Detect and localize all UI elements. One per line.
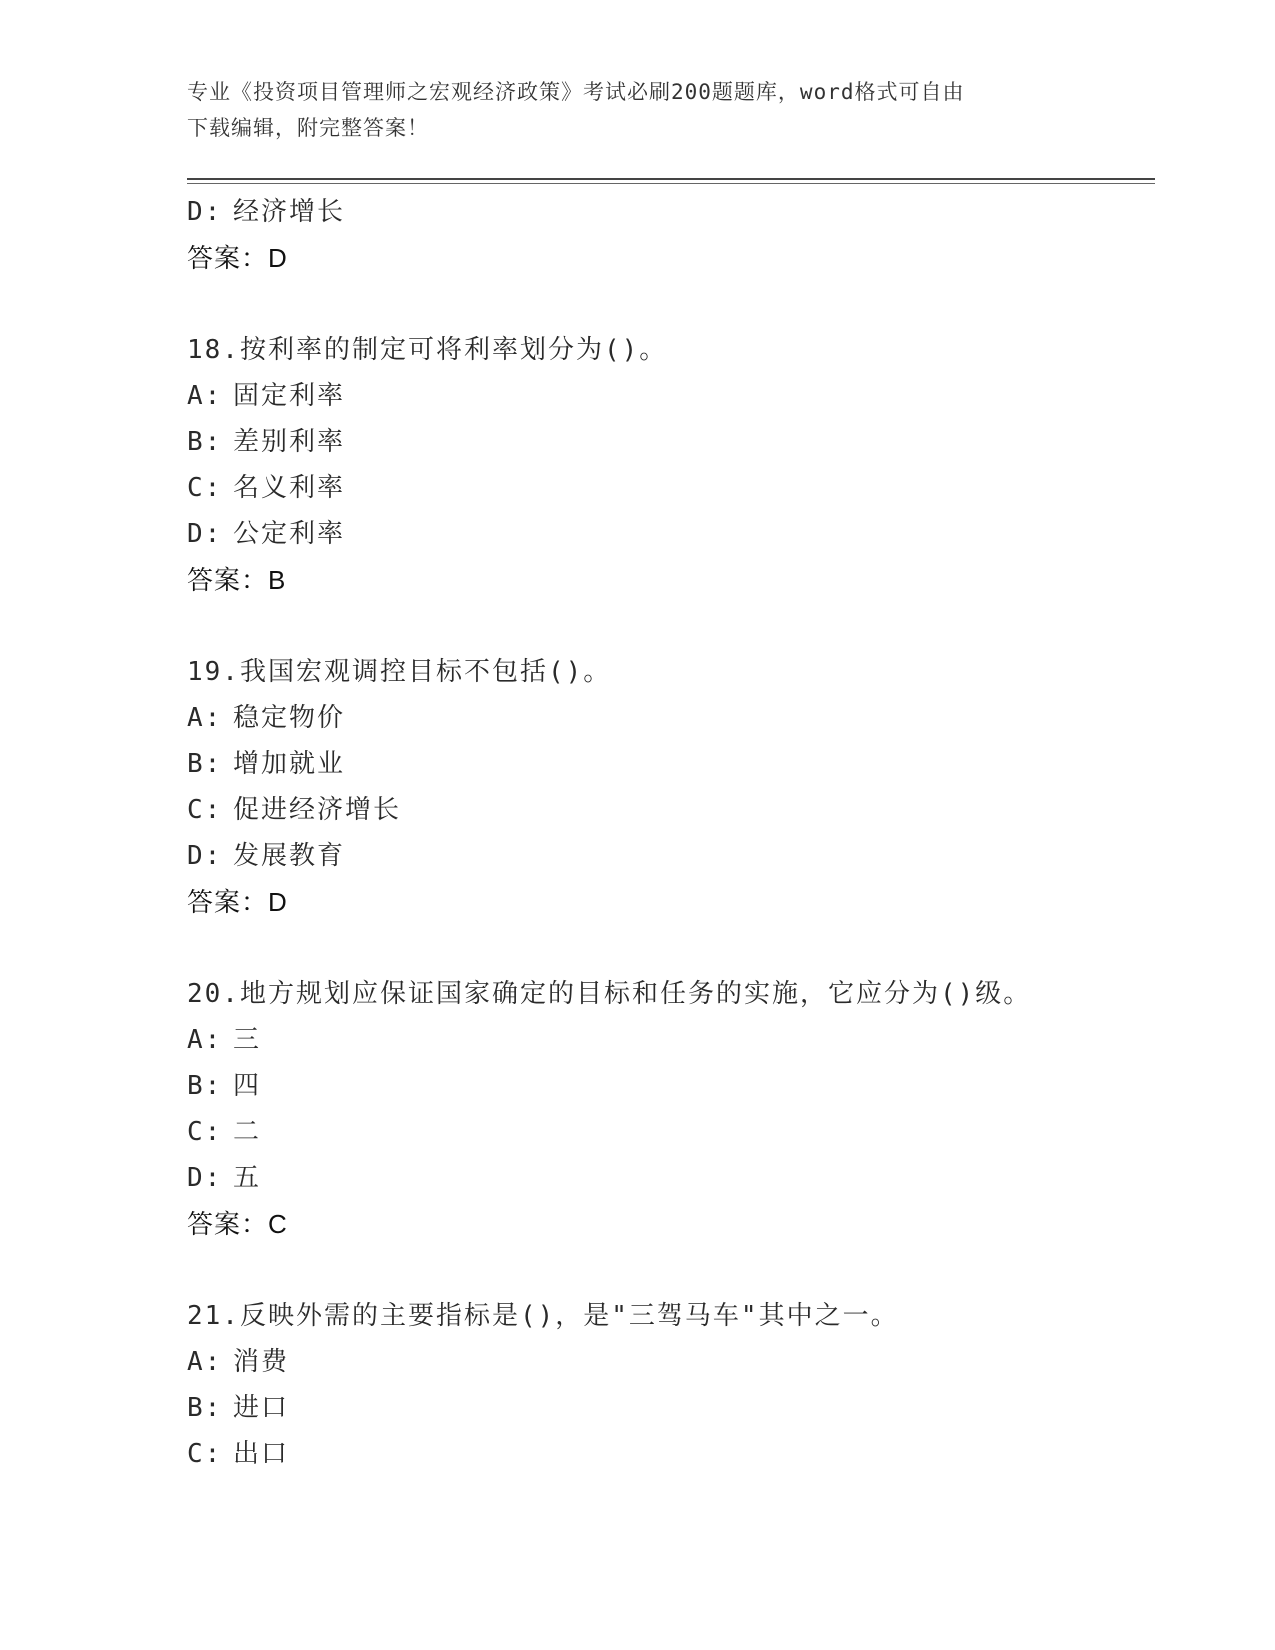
question-list bbox=[187, 189, 1155, 1477]
question-spacer bbox=[187, 1247, 1155, 1293]
header-divider-thick bbox=[187, 178, 1155, 180]
header-divider-thin bbox=[187, 183, 1155, 184]
option-text: 二 bbox=[233, 1117, 262, 1147]
option-text: 进口 bbox=[233, 1393, 290, 1423]
option-a bbox=[187, 1017, 1155, 1063]
question-21 bbox=[187, 1293, 1155, 1477]
question-stem: 19.我国宏观调控目标不包括()。 bbox=[187, 657, 612, 687]
option-c bbox=[187, 1431, 1155, 1477]
option-c bbox=[187, 787, 1155, 833]
option-letter: D: bbox=[187, 197, 223, 227]
question-18 bbox=[187, 327, 1155, 603]
option-c bbox=[187, 465, 1155, 511]
option-a bbox=[187, 695, 1155, 741]
option-letter: B: bbox=[187, 1071, 223, 1101]
option-d bbox=[187, 511, 1155, 557]
option-text: 四 bbox=[233, 1071, 262, 1101]
option-a bbox=[187, 373, 1155, 419]
option-letter: C: bbox=[187, 473, 223, 503]
option-letter: D: bbox=[187, 519, 223, 549]
option-text: 公定利率 bbox=[233, 519, 346, 549]
option-letter: A: bbox=[187, 703, 223, 733]
question-spacer bbox=[187, 603, 1155, 649]
option-text: 发展教育 bbox=[233, 841, 346, 871]
question-17-tail bbox=[187, 189, 1155, 281]
header-line-2: 下载编辑，附完整答案！ bbox=[187, 116, 429, 140]
option-d bbox=[187, 1155, 1155, 1201]
question-spacer bbox=[187, 925, 1155, 971]
question-stem: 21.反映外需的主要指标是()，是"三驾马车"其中之一。 bbox=[187, 1301, 899, 1331]
answer-line: 答案：D bbox=[187, 887, 288, 917]
answer-line: 答案：B bbox=[187, 565, 287, 595]
question-20 bbox=[187, 971, 1155, 1247]
option-text: 五 bbox=[233, 1163, 262, 1193]
option-text: 经济增长 bbox=[233, 197, 346, 227]
option-d bbox=[187, 189, 1155, 235]
option-letter: B: bbox=[187, 1393, 223, 1423]
question-stem: 18.按利率的制定可将利率划分为()。 bbox=[187, 335, 668, 365]
option-letter: C: bbox=[187, 1117, 223, 1147]
header-line-1: 专业《投资项目管理师之宏观经济政策》考试必刷200题题库，word格式可自由 bbox=[187, 80, 965, 104]
option-letter: B: bbox=[187, 749, 223, 779]
option-letter: D: bbox=[187, 1163, 223, 1193]
option-text: 三 bbox=[233, 1025, 262, 1055]
option-letter: C: bbox=[187, 1439, 223, 1469]
option-b bbox=[187, 419, 1155, 465]
option-b bbox=[187, 741, 1155, 787]
document-header bbox=[187, 74, 1067, 146]
option-text: 消费 bbox=[233, 1347, 290, 1377]
option-letter: B: bbox=[187, 427, 223, 457]
option-letter: A: bbox=[187, 1025, 223, 1055]
option-text: 差别利率 bbox=[233, 427, 346, 457]
question-19 bbox=[187, 649, 1155, 925]
option-b bbox=[187, 1385, 1155, 1431]
answer-line: 答案：C bbox=[187, 1209, 288, 1239]
question-spacer bbox=[187, 281, 1155, 327]
option-letter: D: bbox=[187, 841, 223, 871]
option-text: 促进经济增长 bbox=[233, 795, 402, 825]
option-text: 稳定物价 bbox=[233, 703, 346, 733]
option-c bbox=[187, 1109, 1155, 1155]
option-text: 增加就业 bbox=[233, 749, 346, 779]
option-letter: C: bbox=[187, 795, 223, 825]
option-b bbox=[187, 1063, 1155, 1109]
option-text: 固定利率 bbox=[233, 381, 346, 411]
option-text: 出口 bbox=[233, 1439, 290, 1469]
option-d bbox=[187, 833, 1155, 879]
option-letter: A: bbox=[187, 381, 223, 411]
answer-line: 答案：D bbox=[187, 243, 288, 273]
option-text: 名义利率 bbox=[233, 473, 346, 503]
option-a bbox=[187, 1339, 1155, 1385]
question-stem: 20.地方规划应保证国家确定的目标和任务的实施，它应分为()级。 bbox=[187, 979, 1032, 1009]
option-letter: A: bbox=[187, 1347, 223, 1377]
